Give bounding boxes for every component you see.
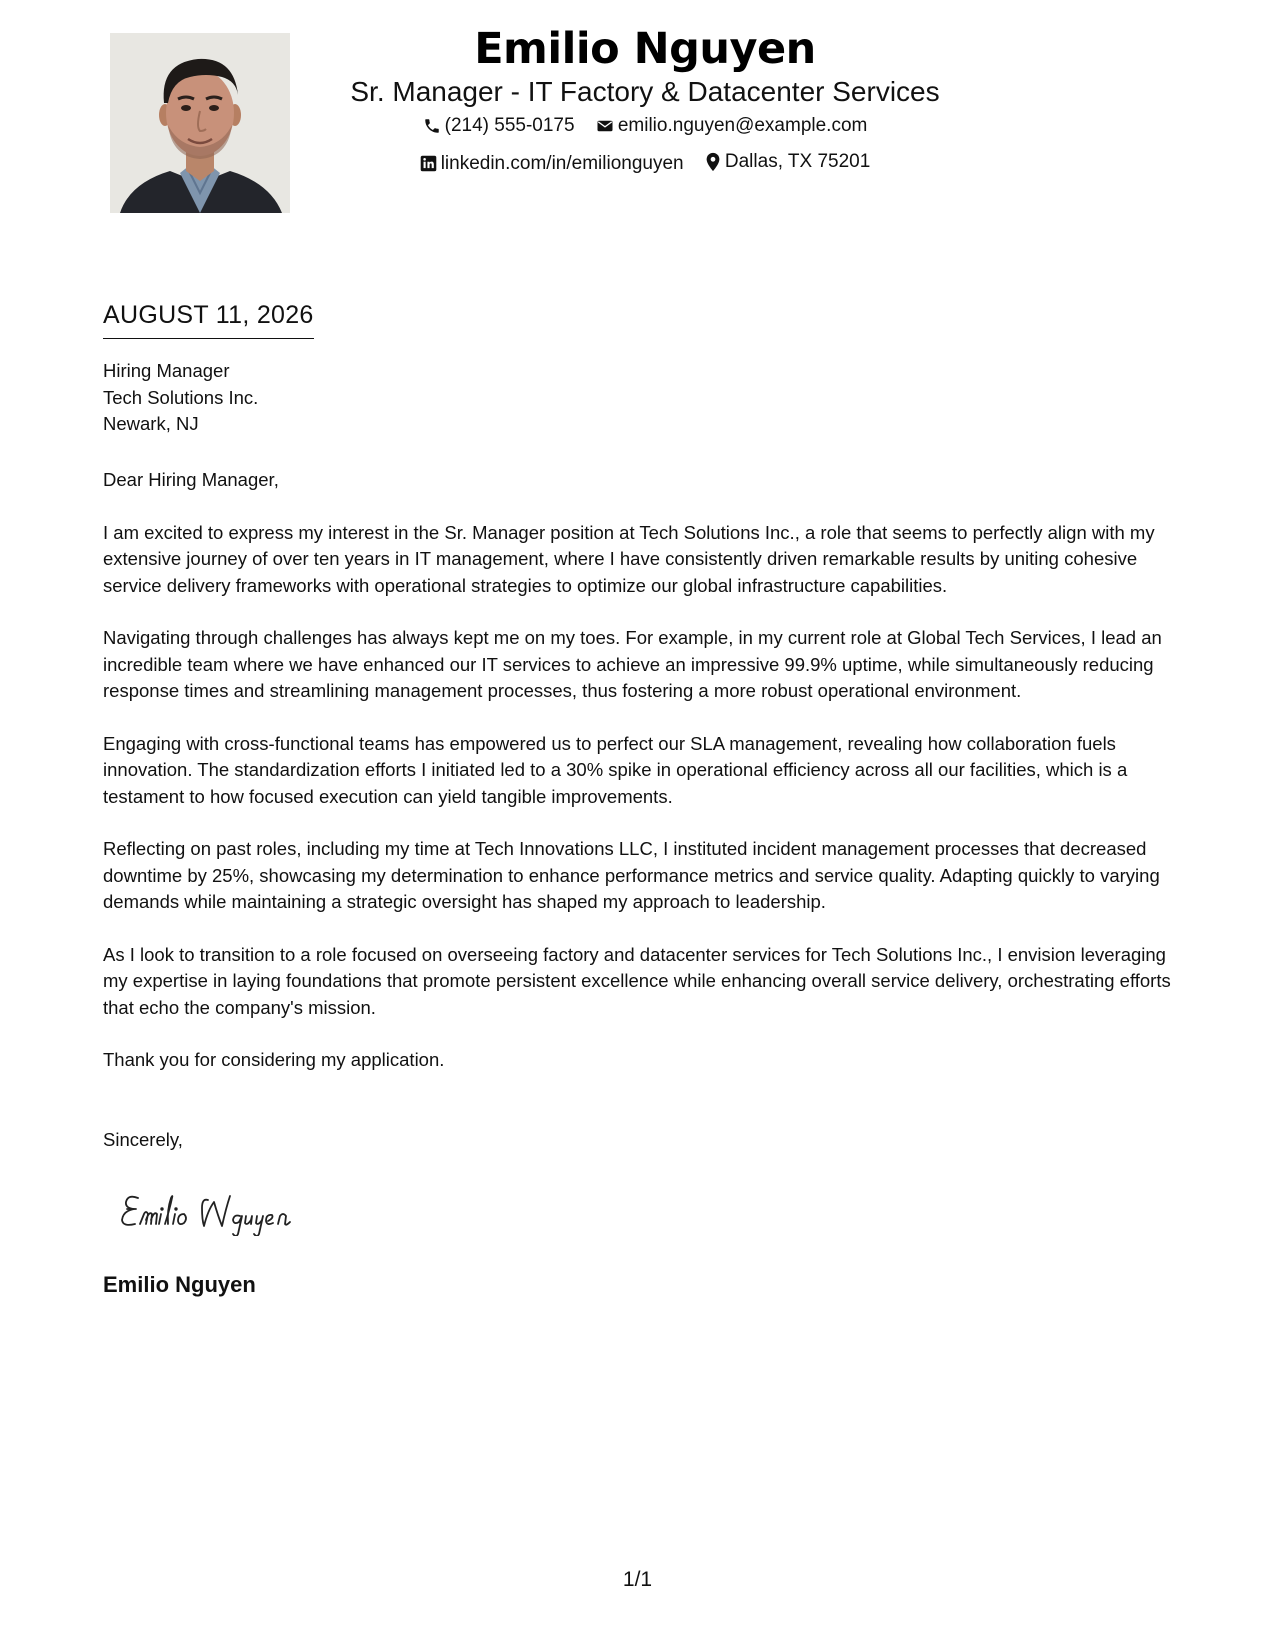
signed-name: Emilio Nguyen	[103, 1272, 256, 1297]
page-number: 1/1	[622, 1568, 653, 1591]
linkedin-icon	[420, 155, 437, 172]
recipient-line: Tech Solutions Inc.	[103, 386, 259, 408]
body-paragraph: As I look to transition to a role focused on overseeing factory and datacenter services for Tech Solutions Inc., I envision leveraging my expertise in laying foundations that promote persistent excellence while enhancing overall service delivery, orchestrating efforts that echo the company's mission.	[103, 943, 1171, 1018]
recipient-line: Hiring Manager	[103, 360, 230, 381]
location-text: Dallas, TX 75201	[724, 151, 871, 172]
profile-photo	[110, 33, 290, 213]
body-paragraph: Engaging with cross-functional teams has empowered us to perfect our SLA management, revealing how collaboration fuels innovation. The standardization efforts I initiated led to a 30% spike in operational efficiency across all our facilities, which is a testament to how focused execution can yield tangible improvements.	[103, 732, 1128, 807]
recipient-block	[103, 358, 258, 438]
applicant-title: Sr. Manager - IT Factory & Datacenter Services	[350, 76, 940, 107]
linkedin-url: linkedin.com/in/emilionguyen	[440, 152, 684, 174]
body-paragraph: Reflecting on past roles, including my time at Tech Innovations LLC, I instituted incident management processes that decreased downtime by 25%, showcasing my determination to enhance performance metrics and service quality. Adapting quickly to varying demands while maintaining a strategic oversight has shaped my approach to leadership.	[103, 838, 1160, 912]
signature-image	[118, 1180, 348, 1236]
phone-icon	[423, 117, 441, 135]
body-paragraph: Thank you for considering my application.	[103, 1049, 445, 1070]
body-paragraph: I am excited to express my interest in the Sr. Manager position at Tech Solutions Inc., a role that seems to perfectly align with my extensive journey of over ten years in IT management, where I have consistently driven remarkable results by uniting cohesive service delivery frameworks with operational strategies to optimize our global infrastructure capabilities.	[103, 521, 1155, 596]
phone-contact	[423, 110, 575, 142]
email-contact	[596, 110, 868, 142]
salutation: Dear Hiring Manager,	[103, 469, 279, 490]
handwritten-signature	[118, 1180, 348, 1241]
letter-date: AUGUST 11, 2026	[103, 298, 314, 339]
phone-number: (214) 555-0175	[444, 115, 575, 136]
contact-line-2	[300, 146, 990, 183]
letter-body	[103, 467, 1183, 1100]
body-paragraph: Navigating through challenges has always kept me on my toes. For example, in my current role at Global Tech Services, I lead an incredible team where we have enhanced our IT services to achieve an impressive 99.9% uptime, while simultaneously reducing response times and streamlining management processes, thus fostering a more robust operational environment.	[103, 627, 1162, 701]
envelope-icon	[596, 117, 614, 135]
portrait-image	[110, 33, 290, 213]
map-pin-icon	[705, 152, 721, 172]
applicant-name: Emilio Nguyen	[474, 24, 816, 74]
location-contact	[705, 146, 870, 178]
closing: Sincerely,	[103, 1129, 183, 1150]
letter-header	[300, 22, 990, 183]
linkedin-contact	[420, 148, 684, 180]
contact-line-1	[300, 110, 990, 146]
recipient-line: Newark, NJ	[103, 413, 199, 434]
email-address: emilio.nguyen@example.com	[617, 115, 868, 136]
